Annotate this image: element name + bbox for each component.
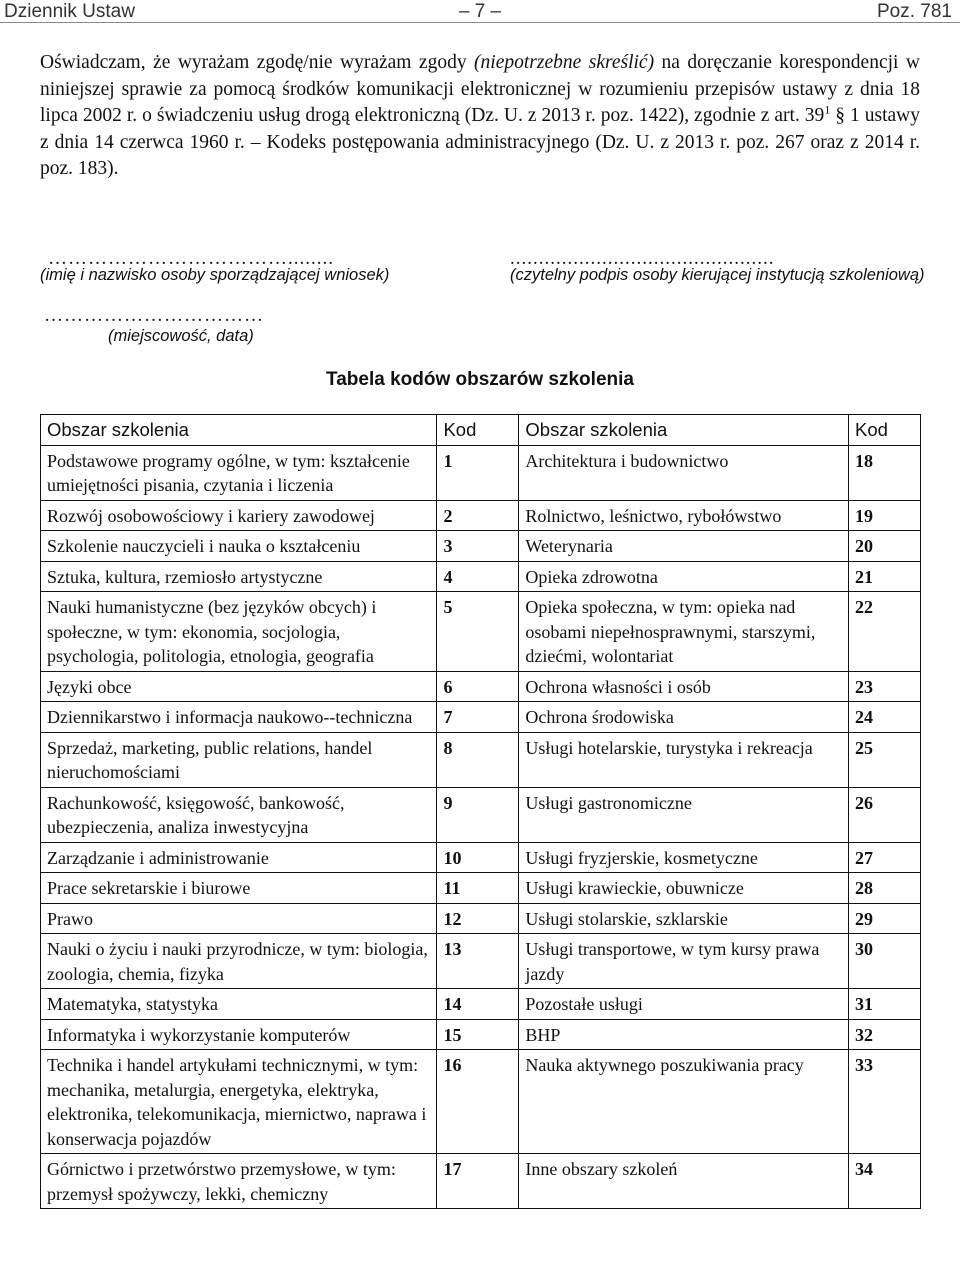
code-right-cell: 22 — [849, 592, 921, 672]
code-right-cell: 26 — [849, 787, 921, 842]
journal-name: Dziennik Ustaw — [4, 1, 135, 22]
table-row — [41, 1050, 921, 1154]
column-header-code-right: Kod — [849, 415, 921, 446]
table-row — [41, 531, 921, 562]
column-header-area-right: Obszar szkolenia — [519, 415, 849, 446]
area-right-cell: Pozostałe usługi — [519, 989, 849, 1020]
director-signature-line: .............................................. — [510, 248, 775, 269]
table-row — [41, 500, 921, 531]
code-left-cell: 11 — [437, 873, 519, 904]
page-header — [0, 0, 960, 22]
area-right-cell: Inne obszary szkoleń — [519, 1154, 849, 1209]
area-left-cell: Języki obce — [41, 671, 437, 702]
code-left-cell: 7 — [437, 702, 519, 733]
code-left-cell: 16 — [437, 1050, 519, 1154]
area-right-cell: Usługi gastronomiczne — [519, 787, 849, 842]
table-row — [41, 787, 921, 842]
area-right-cell: Ochrona własności i osób — [519, 671, 849, 702]
code-left-cell: 17 — [437, 1154, 519, 1209]
area-right-cell: BHP — [519, 1019, 849, 1050]
area-left-cell: Dziennikarstwo i informacja naukowo--techniczna — [41, 702, 437, 733]
code-right-cell: 30 — [849, 934, 921, 989]
position-number: Poz. 781 — [877, 1, 952, 22]
area-left-cell: Górnictwo i przetwórstwo przemysłowe, w tym: przemysł spożywczy, lekki, chemiczny — [41, 1154, 437, 1209]
area-right-cell: Opieka społeczna, w tym: opieka nad osobami niepełnosprawnymi, starszymi, dziećmi, wolontariat — [519, 592, 849, 672]
code-left-cell: 2 — [437, 500, 519, 531]
area-right-cell: Rolnictwo, leśnictwo, rybołówstwo — [519, 500, 849, 531]
table-row — [41, 732, 921, 787]
area-left-cell: Prace sekretarskie i biurowe — [41, 873, 437, 904]
code-right-cell: 20 — [849, 531, 921, 562]
applicant-name-line: ………………………………........ — [48, 248, 334, 269]
area-left-cell: Rozwój osobowościowy i kariery zawodowej — [41, 500, 437, 531]
area-left-cell: Matematyka, statystyka — [41, 989, 437, 1020]
code-left-cell: 3 — [437, 531, 519, 562]
column-header-code-left: Kod — [437, 415, 519, 446]
code-right-cell: 33 — [849, 1050, 921, 1154]
code-left-cell: 6 — [437, 671, 519, 702]
code-right-cell: 34 — [849, 1154, 921, 1209]
declaration-text-2: na doręczanie korespondencji w niniejszej sprawie za pomocą środków komunikacji elektronicznej w rozumieniu przepisów ustawy z dnia 18 lipca 2002 r. o świadczeniu usług drogą elektroniczną (Dz. U. z 2013 r. poz. 1422), zgodnie z art. 39 — [40, 52, 920, 126]
table-row — [41, 1154, 921, 1209]
area-left-cell: Szkolenie nauczycieli i nauka o kształceniu — [41, 531, 437, 562]
code-right-cell: 28 — [849, 873, 921, 904]
table-row — [41, 1019, 921, 1050]
code-left-cell: 1 — [437, 445, 519, 500]
table-row — [41, 671, 921, 702]
code-left-cell: 15 — [437, 1019, 519, 1050]
code-right-cell: 24 — [849, 702, 921, 733]
area-left-cell: Technika i handel artykułami technicznymi, w tym: mechanika, metalurgia, energetyka, elektryka, elektronika, telekomunikacja, miernictwo, naprawa i konserwacja pojazdów — [41, 1050, 437, 1154]
code-right-cell: 27 — [849, 842, 921, 873]
area-left-cell: Podstawowe programy ogólne, w tym: kształcenie umiejętności pisania, czytania i liczenia — [41, 445, 437, 500]
code-left-cell: 13 — [437, 934, 519, 989]
area-left-cell: Nauki humanistyczne (bez języków obcych) i społeczne, w tym: ekonomia, socjologia, psychologia, politologia, etnologia, geografia — [41, 592, 437, 672]
place-date-caption: (miejscowość, data) — [108, 327, 254, 345]
code-right-cell: 25 — [849, 732, 921, 787]
table-row — [41, 873, 921, 904]
table-row — [41, 842, 921, 873]
code-left-cell: 4 — [437, 561, 519, 592]
table-title: Tabela kodów obszarów szkolenia — [326, 369, 634, 390]
code-right-cell: 32 — [849, 1019, 921, 1050]
area-right-cell: Weterynaria — [519, 531, 849, 562]
area-left-cell: Prawo — [41, 903, 437, 934]
code-left-cell: 10 — [437, 842, 519, 873]
director-signature-caption: (czytelny podpis osoby kierującej instytucją szkoleniową) — [510, 266, 925, 284]
area-right-cell: Usługi krawieckie, obuwnicze — [519, 873, 849, 904]
table-row — [41, 989, 921, 1020]
table-header-row — [41, 415, 921, 446]
table-row — [41, 934, 921, 989]
code-left-cell: 5 — [437, 592, 519, 672]
table-row — [41, 903, 921, 934]
article-superscript: 1 — [824, 102, 831, 117]
code-right-cell: 23 — [849, 671, 921, 702]
code-right-cell: 31 — [849, 989, 921, 1020]
consent-declaration — [40, 50, 920, 183]
training-codes-table — [40, 414, 921, 1209]
code-left-cell: 14 — [437, 989, 519, 1020]
area-right-cell: Opieka zdrowotna — [519, 561, 849, 592]
area-right-cell: Architektura i budownictwo — [519, 445, 849, 500]
area-left-cell: Zarządzanie i administrowanie — [41, 842, 437, 873]
page-number: – 7 – — [458, 1, 502, 22]
area-left-cell: Nauki o życiu i nauki przyrodnicze, w tym: biologia, zoologia, chemia, fizyka — [41, 934, 437, 989]
table-row — [41, 702, 921, 733]
code-left-cell: 9 — [437, 787, 519, 842]
column-header-area-left: Obszar szkolenia — [41, 415, 437, 446]
area-right-cell: Usługi transportowe, w tym kursy prawa jazdy — [519, 934, 849, 989]
area-right-cell: Usługi fryzjerskie, kosmetyczne — [519, 842, 849, 873]
declaration-strike-note: (niepotrzebne skreślić) — [474, 52, 655, 73]
declaration-text-1: Oświadczam, że wyrażam zgodę/nie wyrażam zgody — [40, 52, 475, 73]
table-row — [41, 592, 921, 672]
area-right-cell: Usługi hotelarskie, turystyka i rekreacja — [519, 732, 849, 787]
code-right-cell: 21 — [849, 561, 921, 592]
code-left-cell: 12 — [437, 903, 519, 934]
code-right-cell: 19 — [849, 500, 921, 531]
area-right-cell: Usługi stolarskie, szklarskie — [519, 903, 849, 934]
code-left-cell: 8 — [437, 732, 519, 787]
area-left-cell: Informatyka i wykorzystanie komputerów — [41, 1019, 437, 1050]
table-row — [41, 445, 921, 500]
declaration-text-3: § 1 ustawy z dnia 14 czerwca 1960 r. – Kodeks postępowania administracyjnego (Dz. U. z 2013 r. poz. 267 oraz z 2014 r. poz. 183). — [40, 105, 920, 179]
table-body — [41, 445, 921, 1209]
area-left-cell: Sztuka, kultura, rzemiosło artystyczne — [41, 561, 437, 592]
header-divider — [0, 22, 960, 23]
code-right-cell: 29 — [849, 903, 921, 934]
applicant-name-caption: (imię i nazwisko osoby sporządzającej wniosek) — [40, 266, 390, 284]
place-date-line: …………………………… — [44, 305, 264, 326]
code-right-cell: 18 — [849, 445, 921, 500]
area-left-cell: Sprzedaż, marketing, public relations, handel nieruchomościami — [41, 732, 437, 787]
area-right-cell: Nauka aktywnego poszukiwania pracy — [519, 1050, 849, 1154]
table-row — [41, 561, 921, 592]
area-right-cell: Ochrona środowiska — [519, 702, 849, 733]
area-left-cell: Rachunkowość, księgowość, bankowość, ubezpieczenia, analiza inwestycyjna — [41, 787, 437, 842]
